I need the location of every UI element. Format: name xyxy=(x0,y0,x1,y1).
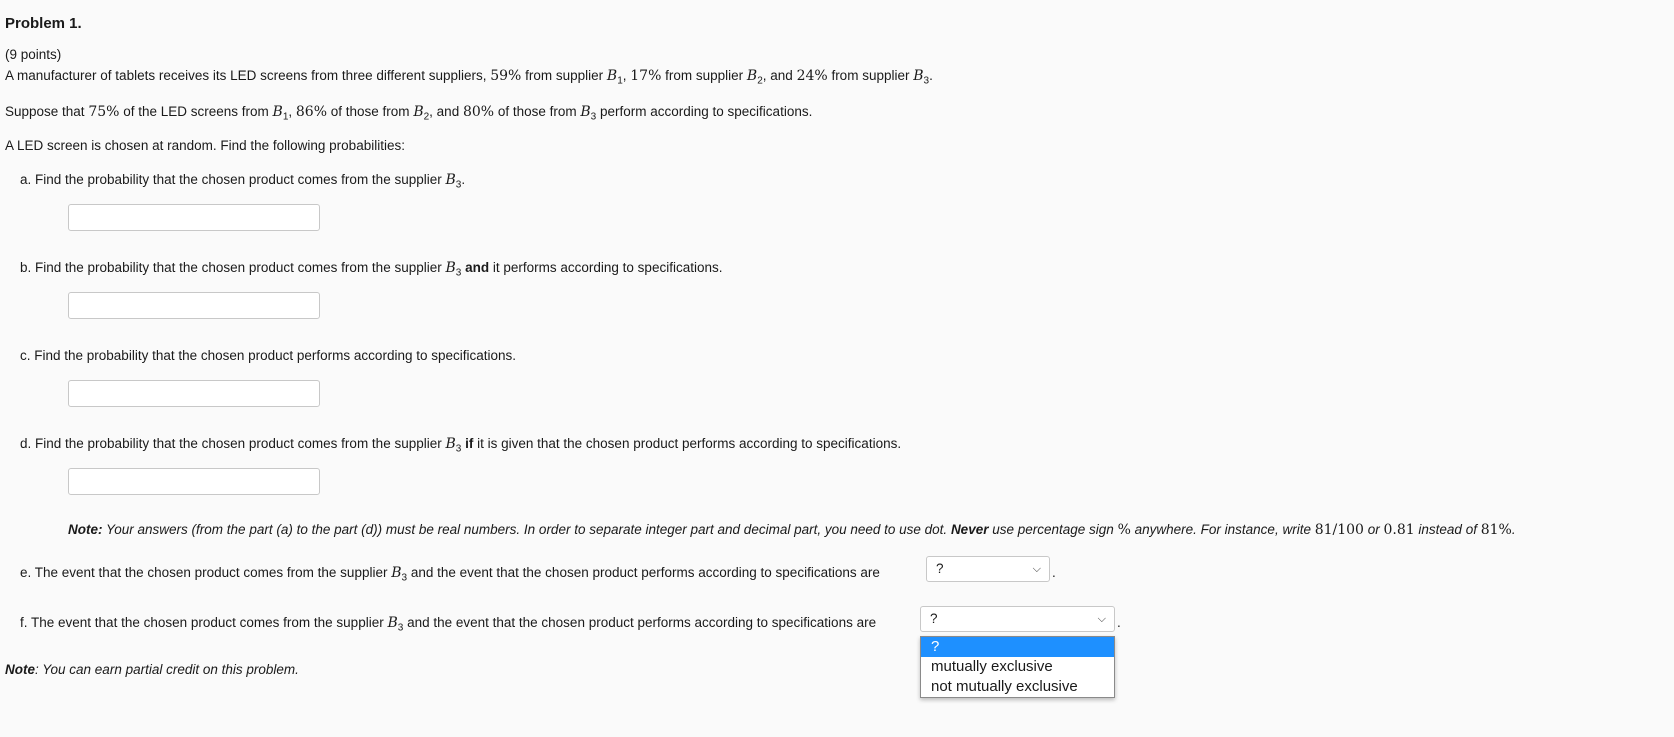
part-a-answer-input[interactable] xyxy=(68,204,320,231)
dropdown-option-placeholder[interactable]: ? xyxy=(921,637,1114,657)
problem-title: Problem 1. xyxy=(5,15,82,32)
part-f-dropdown-list[interactable] xyxy=(920,636,1115,698)
part-f-question: f. The event that the chosen product comes from the supplier $B_3$ and the event that the chosen product performs according to specifications are xyxy=(20,615,877,634)
part-f-period: . xyxy=(1117,615,1121,630)
intro-text: A manufacturer of tablets receives its LED screens from three different suppliers, 59% from supplier $B_1$, 17% from supplier $B_2$, and 24% from supplier $B_3$. xyxy=(5,68,933,87)
part-f-select[interactable] xyxy=(920,606,1115,632)
part-e-question: e. The event that the chosen product comes from the supplier $B_3$ and the event that the chosen product performs according to specifications are xyxy=(20,565,880,584)
chevron-down-icon: ⌵ xyxy=(1032,563,1041,575)
part-f-selected-value: ? xyxy=(930,611,938,626)
chevron-down-icon: ⌵ xyxy=(1097,613,1106,625)
part-d-question: d. Find the probability that the chosen product comes from the supplier $B_3$ if it is given that the chosen product performs according to specifications. xyxy=(20,436,902,455)
part-d-answer-input[interactable] xyxy=(68,468,320,495)
part-b-question: b. Find the probability that the chosen product comes from the supplier $B_3$ and it performs according to specifications. xyxy=(20,260,723,279)
answer-format-note: Note: Your answers (from the part (a) to the part (d)) must be real numbers. In order to separate integer part and decimal part, you need to use dot. Never use percentage sign % anywhere. For instance, write 81/100 or 0.81 instead of 81%. xyxy=(68,522,1516,538)
part-b-answer-input[interactable] xyxy=(68,292,320,319)
partial-credit-note: Note: You can earn partial credit on this problem. xyxy=(5,662,299,677)
dropdown-option-mutually-exclusive[interactable]: mutually exclusive xyxy=(931,658,1053,675)
part-e-select[interactable] xyxy=(926,556,1050,582)
dropdown-option-not-mutually-exclusive[interactable]: not mutually exclusive xyxy=(931,678,1078,695)
part-a-question: a. Find the probability that the chosen product comes from the supplier $B_3$. xyxy=(20,172,466,191)
instructions-text: A LED screen is chosen at random. Find the following probabilities: xyxy=(5,138,405,153)
part-c-question: c. Find the probability that the chosen product performs according to specifications. xyxy=(20,348,517,363)
suppose-text: Suppose that 75% of the LED screens from $B_1$, 86% of those from $B_2$, and 80% of those from $B_3$ perform according to specifications. xyxy=(5,104,813,123)
part-e-selected-value: ? xyxy=(936,561,944,576)
points-label: (9 points) xyxy=(5,47,62,62)
part-e-period: . xyxy=(1052,565,1056,580)
part-c-answer-input[interactable] xyxy=(68,380,320,407)
